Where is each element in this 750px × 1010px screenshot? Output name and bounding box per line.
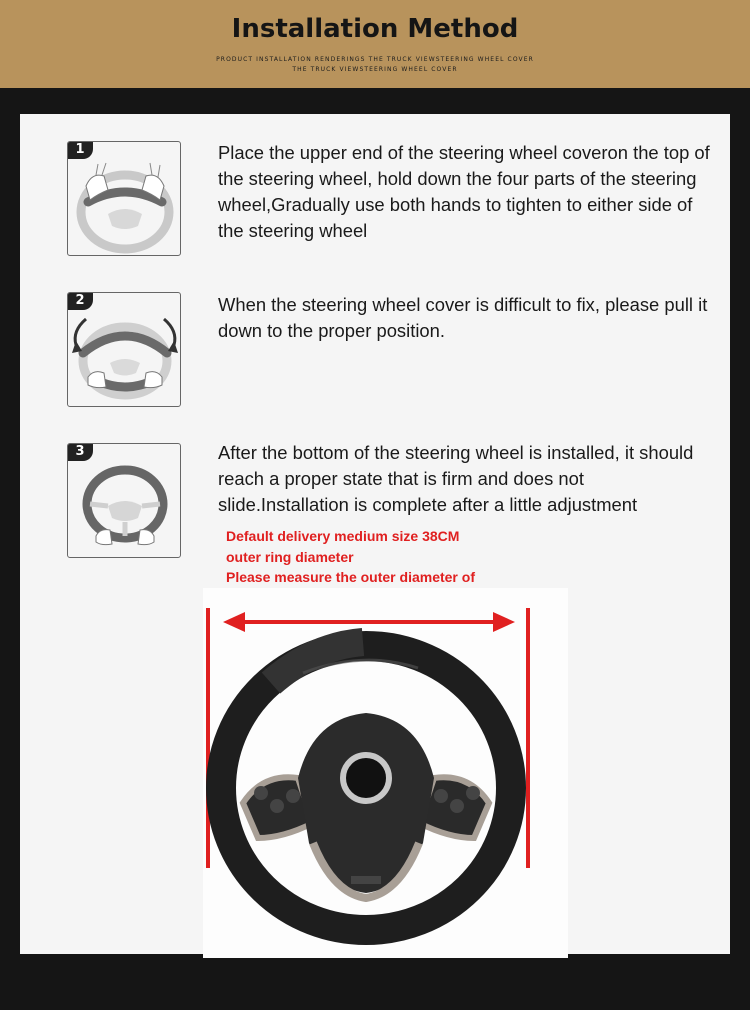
step-3-number: 3 (67, 443, 93, 461)
hands-on-wheel-icon (68, 142, 181, 256)
instructions-panel (20, 114, 730, 954)
arrow-right-head (493, 612, 515, 632)
step-2-number: 2 (67, 292, 93, 310)
steering-wheel-photo-svg (203, 588, 568, 958)
size-note-line3: Please measure the outer diameter of (226, 569, 475, 585)
step-1-text: Place the upper end of the steering wheel coveron the top of the steering wheel, hold down the four parts of the steering wheel,Gradually use both hands to tighten to either side of the steering wheel (218, 142, 710, 241)
size-note-line1: Default delivery medium size 38CM (226, 528, 460, 544)
header-subtitle-line1: PRODUCT INSTALLATION RENDERINGS THE TRUCK VIEWSTEERING WHEEL COVER (216, 56, 534, 63)
steering-wheel-photo (203, 588, 568, 958)
step-3-illustration (67, 443, 181, 558)
arrow-left-head (223, 612, 245, 632)
step-2-illustration (67, 292, 181, 407)
pull-cover-arrows-icon (68, 293, 181, 407)
step-1-illustration (67, 141, 181, 256)
page-title: Installation Method (231, 14, 519, 44)
header-banner (0, 0, 750, 88)
step-3-text: After the bottom of the steering wheel is installed, it should reach a proper state that is firm and does not slide.Installation is complete after a little adjustment (218, 442, 694, 515)
size-note-line2: outer ring diameter (226, 548, 354, 565)
header-subtitle-line2: THE TRUCK VIEWSTEERING WHEEL COVER (292, 66, 458, 73)
installed-wheel-icon (68, 444, 181, 558)
step-2-text: When the steering wheel cover is difficult to fix, please pull it down to the proper position. (218, 294, 708, 341)
step-1-number: 1 (67, 141, 93, 159)
